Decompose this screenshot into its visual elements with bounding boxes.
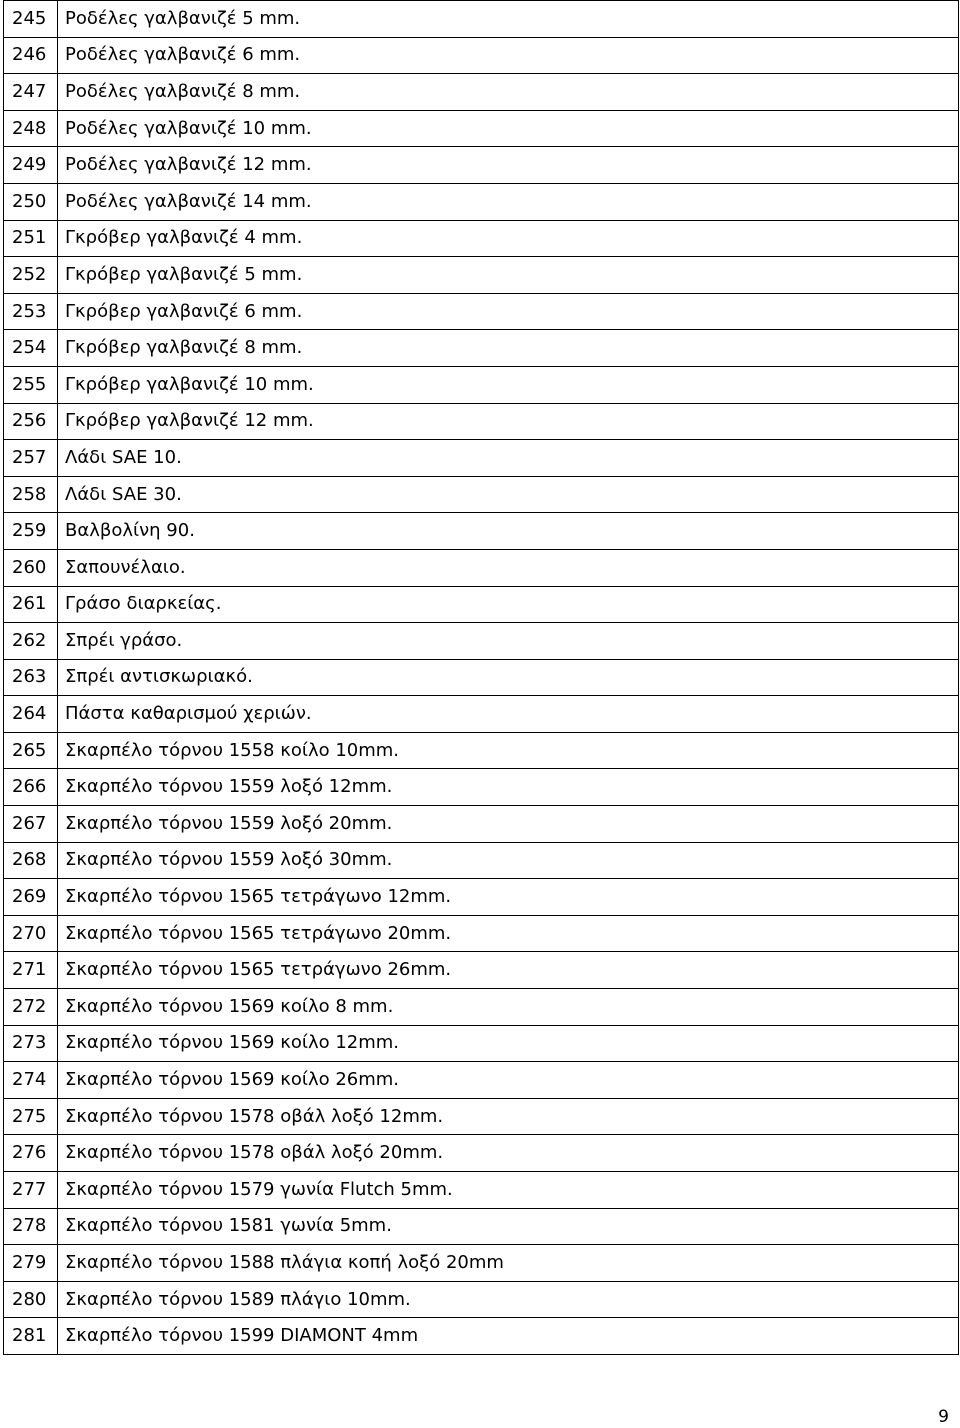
item-number: 248	[4, 110, 58, 147]
table-row	[4, 220, 959, 257]
item-number: 266	[4, 769, 58, 806]
table-row	[4, 403, 959, 440]
item-number: 274	[4, 1062, 58, 1099]
item-description: Ροδέλες γαλβανιζέ 5 mm.	[58, 1, 959, 38]
item-description: Γκρόβερ γαλβανιζέ 8 mm.	[58, 330, 959, 367]
item-description: Σκαρπέλο τόρνου 1569 κοίλο 8 mm.	[58, 989, 959, 1026]
item-description: Σκαρπέλο τόρνου 1578 οβάλ λοξό 20mm.	[58, 1135, 959, 1172]
table-row	[4, 549, 959, 586]
table-row	[4, 659, 959, 696]
item-number: 277	[4, 1172, 58, 1209]
item-number: 280	[4, 1281, 58, 1318]
item-description: Ροδέλες γαλβανιζέ 14 mm.	[58, 183, 959, 220]
table-row	[4, 440, 959, 477]
table-row	[4, 1245, 959, 1282]
table-row	[4, 1281, 959, 1318]
item-description: Σκαρπέλο τόρνου 1565 τετράγωνο 26mm.	[58, 952, 959, 989]
table-row	[4, 293, 959, 330]
item-number: 267	[4, 806, 58, 843]
item-description: Σκαρπέλο τόρνου 1559 λοξό 30mm.	[58, 842, 959, 879]
item-number: 260	[4, 549, 58, 586]
table-row	[4, 1025, 959, 1062]
table-row	[4, 586, 959, 623]
table-row	[4, 1135, 959, 1172]
item-number: 272	[4, 989, 58, 1026]
item-description: Λάδι SAE 30.	[58, 476, 959, 513]
table-row	[4, 696, 959, 733]
item-description: Σκαρπέλο τόρνου 1558 κοίλο 10mm.	[58, 732, 959, 769]
item-number: 263	[4, 659, 58, 696]
table-row	[4, 769, 959, 806]
item-description: Σπρέι γράσο.	[58, 623, 959, 660]
item-number: 268	[4, 842, 58, 879]
table-row	[4, 513, 959, 550]
item-number: 269	[4, 879, 58, 916]
table-row	[4, 1062, 959, 1099]
item-number: 257	[4, 440, 58, 477]
item-description: Ροδέλες γαλβανιζέ 12 mm.	[58, 147, 959, 184]
item-description: Σκαρπέλο τόρνου 1579 γωνία Flutch 5mm.	[58, 1172, 959, 1209]
item-description: Βαλβολίνη 90.	[58, 513, 959, 550]
item-number: 270	[4, 915, 58, 952]
item-description: Σκαρπέλο τόρνου 1581 γωνία 5mm.	[58, 1208, 959, 1245]
table-row	[4, 1318, 959, 1355]
item-number: 254	[4, 330, 58, 367]
item-number: 281	[4, 1318, 58, 1355]
item-number: 253	[4, 293, 58, 330]
item-number: 255	[4, 366, 58, 403]
table-row	[4, 1208, 959, 1245]
item-description: Ροδέλες γαλβανιζέ 6 mm.	[58, 37, 959, 74]
item-number: 256	[4, 403, 58, 440]
item-number: 251	[4, 220, 58, 257]
item-description: Σκαρπέλο τόρνου 1589 πλάγιο 10mm.	[58, 1281, 959, 1318]
table-row	[4, 330, 959, 367]
item-number: 262	[4, 623, 58, 660]
item-description: Σκαρπέλο τόρνου 1569 κοίλο 12mm.	[58, 1025, 959, 1062]
item-description: Γράσο διαρκείας.	[58, 586, 959, 623]
item-number: 273	[4, 1025, 58, 1062]
item-number: 259	[4, 513, 58, 550]
item-description: Γκρόβερ γαλβανιζέ 10 mm.	[58, 366, 959, 403]
item-description: Σκαρπέλο τόρνου 1569 κοίλο 26mm.	[58, 1062, 959, 1099]
item-description: Σκαρπέλο τόρνου 1578 οβάλ λοξό 12mm.	[58, 1098, 959, 1135]
items-table-body	[4, 1, 959, 1355]
table-row	[4, 37, 959, 74]
item-description: Σκαρπέλο τόρνου 1565 τετράγωνο 20mm.	[58, 915, 959, 952]
item-description: Γκρόβερ γαλβανιζέ 6 mm.	[58, 293, 959, 330]
item-number: 252	[4, 257, 58, 294]
item-number: 264	[4, 696, 58, 733]
item-description: Σκαρπέλο τόρνου 1588 πλάγια κοπή λοξό 20mm	[58, 1245, 959, 1282]
item-number: 245	[4, 1, 58, 38]
item-number: 261	[4, 586, 58, 623]
item-description: Πάστα καθαρισμού χεριών.	[58, 696, 959, 733]
item-number: 265	[4, 732, 58, 769]
table-row	[4, 806, 959, 843]
item-description: Σαπουνέλαιο.	[58, 549, 959, 586]
table-row	[4, 74, 959, 111]
item-number: 276	[4, 1135, 58, 1172]
table-row	[4, 879, 959, 916]
table-row	[4, 1098, 959, 1135]
item-number: 271	[4, 952, 58, 989]
item-description: Σκαρπέλο τόρνου 1559 λοξό 20mm.	[58, 806, 959, 843]
item-description: Ροδέλες γαλβανιζέ 8 mm.	[58, 74, 959, 111]
table-row	[4, 257, 959, 294]
item-number: 279	[4, 1245, 58, 1282]
item-description: Σκαρπέλο τόρνου 1565 τετράγωνο 12mm.	[58, 879, 959, 916]
table-row	[4, 147, 959, 184]
table-row	[4, 732, 959, 769]
table-row	[4, 476, 959, 513]
item-number: 275	[4, 1098, 58, 1135]
item-number: 249	[4, 147, 58, 184]
page-number: 9	[938, 1407, 949, 1427]
table-row	[4, 989, 959, 1026]
item-number: 258	[4, 476, 58, 513]
item-number: 247	[4, 74, 58, 111]
table-row	[4, 842, 959, 879]
table-row	[4, 110, 959, 147]
table-row	[4, 1, 959, 38]
item-number: 278	[4, 1208, 58, 1245]
items-table	[3, 0, 959, 1355]
item-description: Σκαρπέλο τόρνου 1599 DIAMONT 4mm	[58, 1318, 959, 1355]
item-description: Σπρέι αντισκωριακό.	[58, 659, 959, 696]
item-description: Γκρόβερ γαλβανιζέ 5 mm.	[58, 257, 959, 294]
table-row	[4, 623, 959, 660]
table-row	[4, 1172, 959, 1209]
item-number: 250	[4, 183, 58, 220]
table-row	[4, 183, 959, 220]
item-description: Σκαρπέλο τόρνου 1559 λοξό 12mm.	[58, 769, 959, 806]
item-description: Γκρόβερ γαλβανιζέ 4 mm.	[58, 220, 959, 257]
table-row	[4, 915, 959, 952]
item-description: Ροδέλες γαλβανιζέ 10 mm.	[58, 110, 959, 147]
item-description: Λάδι SAE 10.	[58, 440, 959, 477]
item-number: 246	[4, 37, 58, 74]
table-row	[4, 366, 959, 403]
table-row	[4, 952, 959, 989]
item-description: Γκρόβερ γαλβανιζέ 12 mm.	[58, 403, 959, 440]
